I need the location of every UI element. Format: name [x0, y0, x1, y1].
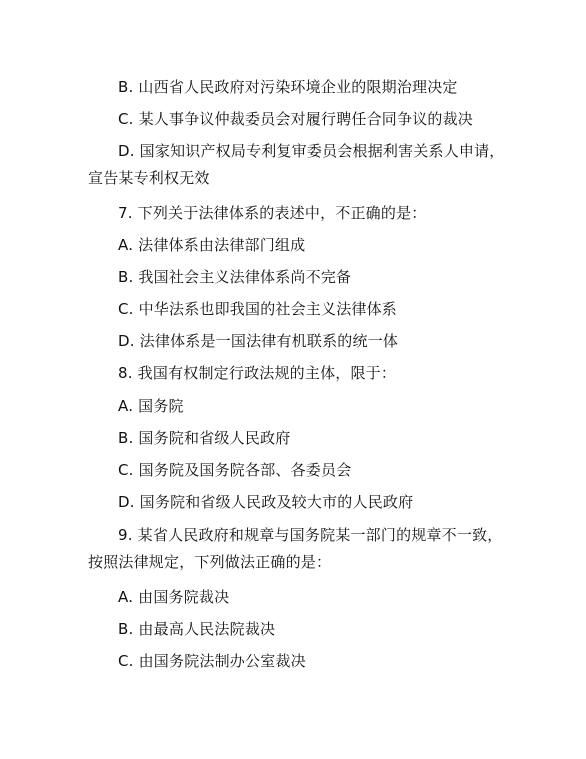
q7-option-c: C. 中华法系也即我国的社会主义法律体系	[118, 300, 398, 318]
question-9: 9. 某省人民政府和规章与国务院某一部门的规章不一致，	[118, 526, 503, 544]
q9-option-c: C. 由国务院法制办公室裁决	[118, 652, 306, 670]
q6-option-d: D. 国家知识产权局专利复审委员会根据利害关系人申请，	[118, 142, 505, 160]
question-9-cont: 按照法律规定，下列做法正确的是：	[88, 553, 332, 571]
q7-option-d: D. 法律体系是一国法律有机联系的统一体	[118, 332, 399, 350]
question-7: 7. 下列关于法律体系的表述中，不正确的是：	[118, 204, 427, 222]
q9-option-b: B. 由最高人民法院裁决	[118, 620, 276, 638]
q7-option-b: B. 我国社会主义法律体系尚不完备	[118, 268, 352, 286]
q8-option-a: A. 国务院	[118, 397, 184, 415]
q7-option-a: A. 法律体系由法律部门组成	[118, 236, 306, 254]
q6-option-b: B. 山西省人民政府对污染环境企业的限期治理决定	[118, 78, 458, 96]
question-8: 8. 我国有权制定行政法规的主体，限于：	[118, 364, 397, 382]
q8-option-c: C. 国务院及国务院各部、各委员会	[118, 461, 352, 479]
q6-option-d-cont: 宣告某专利权无效	[88, 169, 210, 187]
q9-option-a: A. 由国务院裁决	[118, 588, 230, 606]
q8-option-d: D. 国务院和省级人民政及较大市的人民政府	[118, 493, 414, 511]
q8-option-b: B. 国务院和省级人民政府	[118, 429, 291, 447]
q6-option-c: C. 某人事争议仲裁委员会对履行聘任合同争议的裁决	[118, 110, 474, 128]
